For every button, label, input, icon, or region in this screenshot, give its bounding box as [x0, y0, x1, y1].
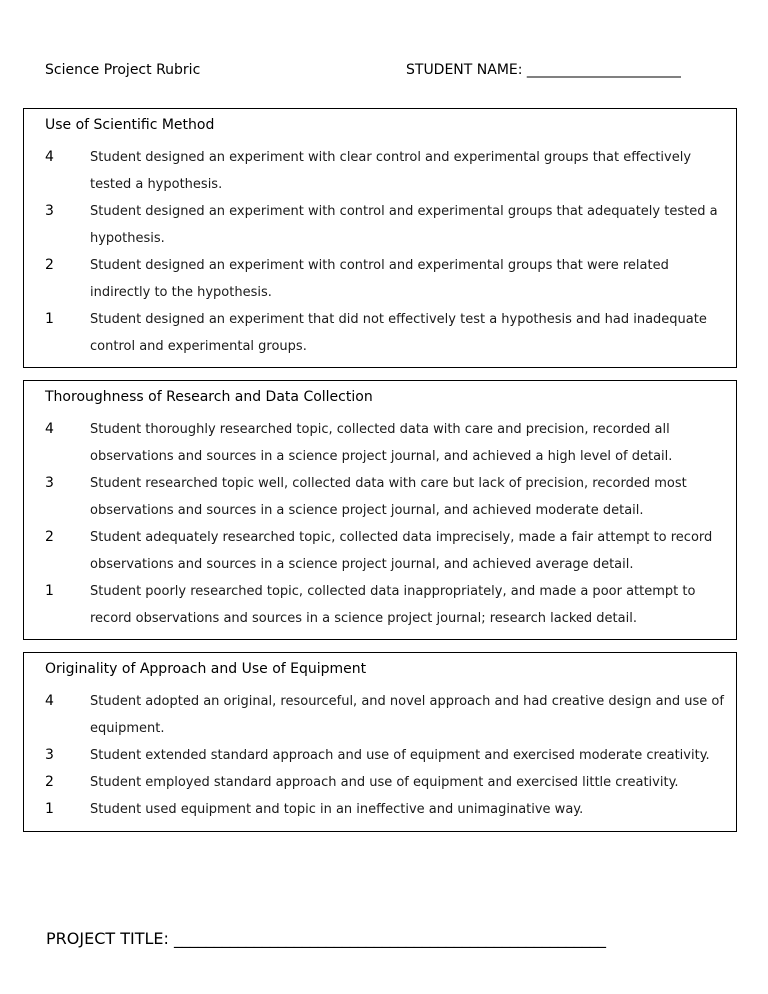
score-label: 2	[45, 774, 54, 790]
student-name-field: STUDENT NAME: ______________________	[406, 62, 681, 78]
section-research-data-collection	[23, 380, 737, 640]
criterion-row	[45, 742, 725, 769]
criterion-row	[45, 252, 725, 306]
section-title: Thoroughness of Research and Data Collection	[45, 389, 373, 405]
criteria-list	[45, 144, 725, 360]
score-label: 1	[45, 801, 54, 817]
score-label: 1	[45, 311, 54, 327]
page-header	[45, 62, 720, 84]
score-label: 4	[45, 693, 54, 709]
criterion-description: Student adequately researched topic, collected data imprecisely, made a fair attempt to record observations and sources in a science project journal, and achieved average detail.	[90, 530, 713, 572]
criterion-description: Student poorly researched topic, collected data inappropriately, and made a poor attempt to record observations and sources in a science project journal; research lacked detail.	[90, 584, 696, 626]
document-title: Science Project Rubric	[45, 62, 201, 78]
criterion-description: Student designed an experiment with control and experimental groups that adequately tested a hypothesis.	[90, 204, 718, 246]
section-scientific-method	[23, 108, 737, 368]
criterion-row	[45, 416, 725, 470]
criterion-description: Student employed standard approach and use of equipment and exercised little creativity.	[90, 775, 679, 790]
score-label: 1	[45, 583, 54, 599]
score-label: 2	[45, 257, 54, 273]
criterion-row	[45, 144, 725, 198]
criterion-description: Student designed an experiment with control and experimental groups that were related indirectly to the hypothesis.	[90, 258, 669, 300]
criterion-description: Student extended standard approach and use of equipment and exercised moderate creativity.	[90, 748, 710, 763]
section-title: Use of Scientific Method	[45, 117, 215, 133]
criterion-row	[45, 306, 725, 360]
project-title-field: PROJECT TITLE: ______________________________________________________	[46, 929, 606, 948]
criterion-row	[45, 198, 725, 252]
score-label: 3	[45, 203, 54, 219]
criteria-list	[45, 688, 725, 823]
criterion-description: Student thoroughly researched topic, collected data with care and precision, recorded all observations and sources in a science project journal, and achieved a high level of detail.	[90, 422, 673, 464]
criterion-row	[45, 524, 725, 578]
score-label: 4	[45, 421, 54, 437]
score-label: 4	[45, 149, 54, 165]
criterion-description: Student designed an experiment with clear control and experimental groups that effectively tested a hypothesis.	[90, 150, 692, 192]
score-label: 3	[45, 747, 54, 763]
criterion-row	[45, 688, 725, 742]
criterion-description: Student designed an experiment that did not effectively test a hypothesis and had inadequate control and experimental groups.	[90, 312, 707, 354]
criterion-row	[45, 470, 725, 524]
criterion-description: Student researched topic well, collected data with care but lack of precision, recorded most observations and sources in a science project journal, and achieved moderate detail.	[90, 476, 687, 518]
criteria-list	[45, 416, 725, 632]
section-originality-equipment	[23, 652, 737, 832]
score-label: 3	[45, 475, 54, 491]
criterion-row	[45, 769, 725, 796]
section-title: Originality of Approach and Use of Equipment	[45, 661, 367, 677]
criterion-description: Student used equipment and topic in an ineffective and unimaginative way.	[90, 802, 584, 817]
score-label: 2	[45, 529, 54, 545]
criterion-row	[45, 796, 725, 823]
criterion-description: Student adopted an original, resourceful, and novel approach and had creative design and use of equipment.	[90, 694, 724, 736]
criterion-row	[45, 578, 725, 632]
